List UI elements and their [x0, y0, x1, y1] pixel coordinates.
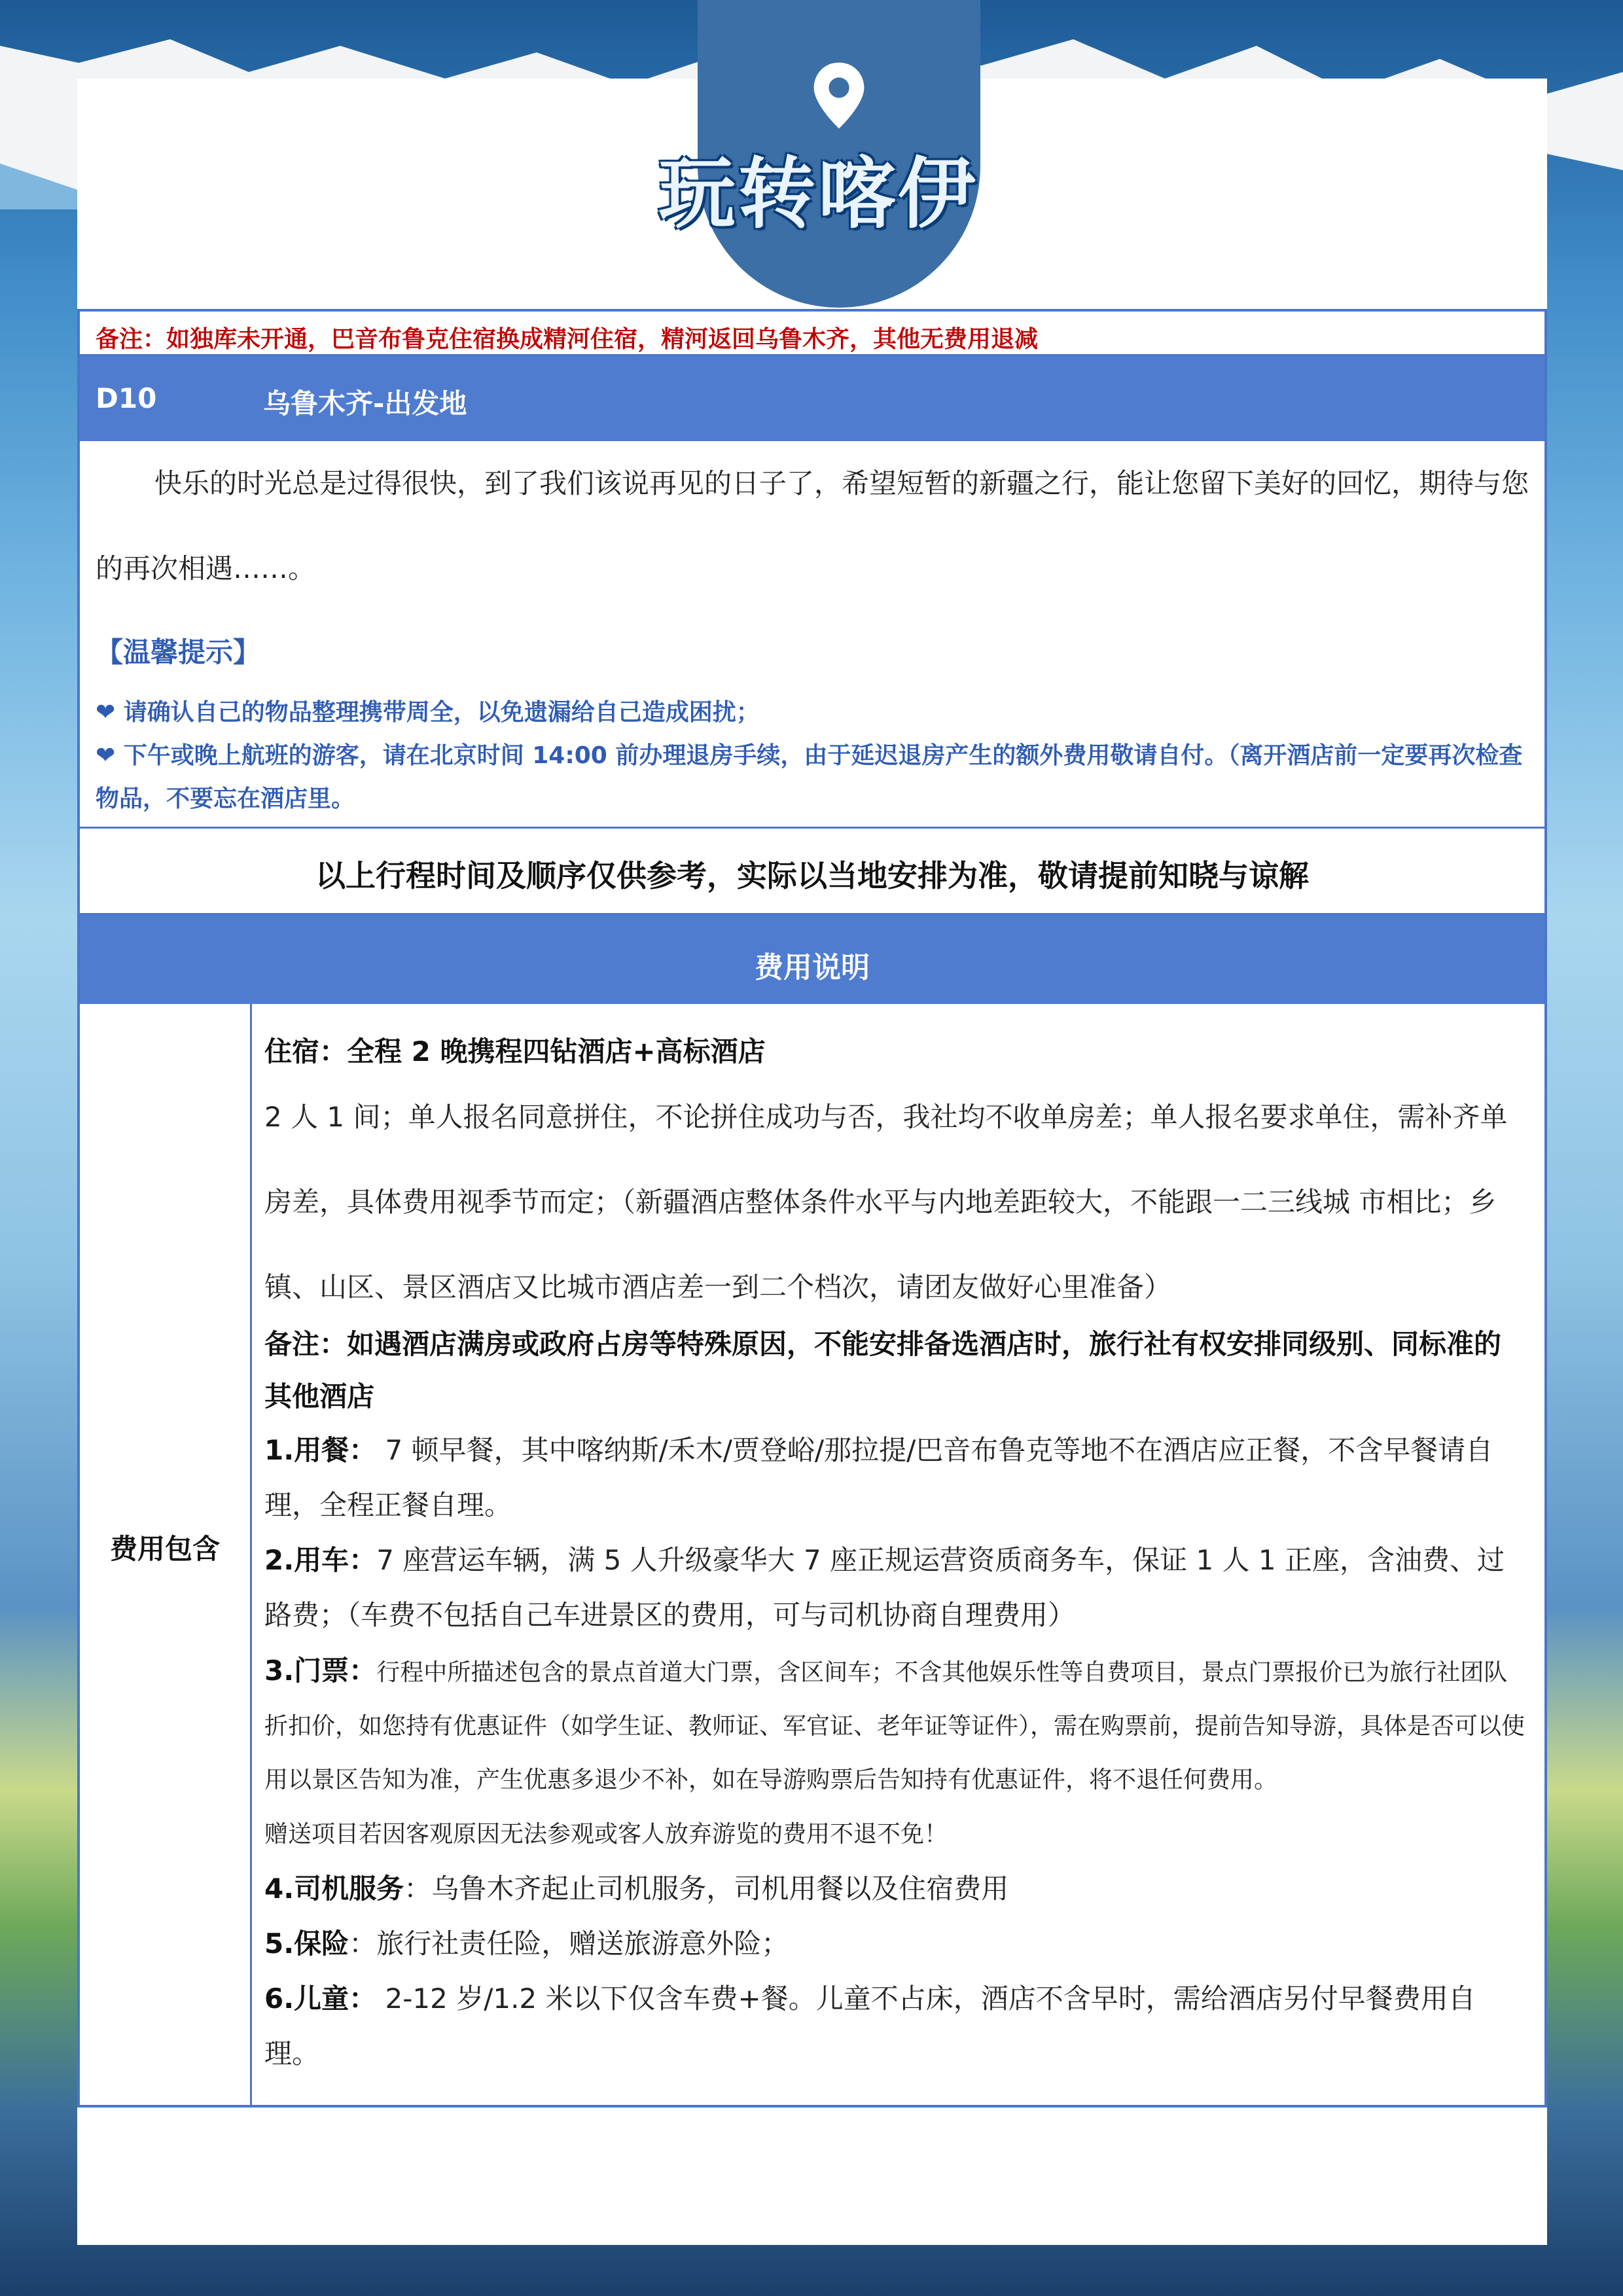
- ticket-text: 行程中所描述包含的景点首道大门票，含区间车；不含其他娱乐性等自费项目，景点门票报价已为旅行社团队折扣价，如您持有优惠证件（如学生证、教师证、军官证、老年证等证件），需在购票前，提前告知导游，具体是否可以使用以景区告知为准，产生优惠多退少不补，如在导游购票后告知持有优惠证件，将不退任何费用。: [264, 1659, 1525, 1793]
- ticket-line: [264, 1644, 1527, 1807]
- day-header-row: [80, 356, 1544, 441]
- tip-item: ❤ 下午或晚上航班的游客，请在北京时间 14:00 前办理退房手续，由于延迟退房产生的额外费用敬请自付。（离开酒店前一定要再次检查物品，不要忘在酒店里。: [96, 742, 1523, 812]
- ticket-label: 3.门票：: [264, 1655, 377, 1687]
- insurance-line: [264, 1916, 1527, 1971]
- fee-body-row: [80, 1004, 1544, 2105]
- child-line: [264, 1971, 1527, 2081]
- driver-text: ：乌鲁木齐起止司机服务，司机用餐以及住宿费用: [404, 1873, 1009, 1905]
- hotel-line: [264, 1030, 1527, 1069]
- tips-title: 【温馨提示】: [96, 636, 261, 668]
- gift-line: 赠送项目若因客观原因无法参观或客人放弃游览的费用不退不免！: [264, 1821, 948, 1848]
- car-label: 2.用车：: [264, 1544, 377, 1576]
- insurance-text: ：旅行社责任险，赠送旅游意外险；: [349, 1928, 789, 1960]
- hotel-value: ：全程 2 晚携程四钻酒店+高标酒店: [319, 1035, 766, 1067]
- hotel-note: 备注：如遇酒店满房或政府占房等特殊原因，不能安排备选酒店时，旅行社有权安排同级别、同标准的其他酒店: [264, 1328, 1502, 1412]
- driver-line: [264, 1861, 1527, 1916]
- meal-label: 1.用餐：: [264, 1434, 377, 1466]
- day-description: 快乐的时光总是过得很快，到了我们该说再见的日子了，希望短暂的新疆之行，能让您留下美好的回忆，期待与您的再次相遇……。: [96, 467, 1529, 584]
- car-text: 7 座营运车辆，满 5 人升级豪华大 7 座正规运营资质商务车，保证 1 人 1 正座，含油费、过路费；（车费不包括自己车进景区的费用，可与司机协商自理费用）: [264, 1544, 1505, 1631]
- tip-item: ❤ 请确认自己的物品整理携带周全，以免遗漏给自己造成困扰；: [96, 699, 760, 726]
- driver-label: 4.司机服务: [264, 1873, 404, 1905]
- day-description-row: [80, 441, 1544, 829]
- insurance-label: 5.保险: [264, 1928, 349, 1960]
- child-text: 2-12 岁/1.2 米以下仅含车费+餐。儿童不占床，酒店不含早时，需给酒店另付早餐费用自理。: [264, 1982, 1476, 2070]
- meal-line: [264, 1423, 1527, 1533]
- reference-note-row: [80, 829, 1544, 915]
- fee-header-row: [80, 915, 1544, 1004]
- day-route: 乌鲁木齐-出发地: [263, 387, 467, 420]
- fee-section-title: 费用说明: [755, 951, 870, 984]
- fee-label-cell: [80, 1004, 252, 2105]
- hotel-label: 住宿: [264, 1035, 320, 1067]
- hotel-detail: 2 人 1 间；单人报名同意拼住，不论拼住成功与否，我社均不收单房差；单人报名要求单住，需补齐单房差，具体费用视季节而定；（新疆酒店整体条件水平与内地差距较大，不能跟一二三线城 市相比；乡镇、山区、景区酒店又比城市酒店差一到二个档次，请团友做好心里准备）: [264, 1101, 1508, 1303]
- reference-note: 以上行程时间及顺序仅供参考，实际以当地安排为准，敬请提前知晓与谅解: [315, 858, 1309, 893]
- note-text: 备注：如独库未开通，巴音布鲁克住宿换成精河住宿，精河返回乌鲁木齐，其他无费用退减: [96, 326, 1039, 353]
- location-pin-icon: [800, 56, 878, 135]
- child-label: 6.儿童：: [264, 1982, 377, 2015]
- fee-included-label: 费用包含: [109, 1533, 220, 1565]
- page-title: 玩转喀伊: [658, 149, 978, 239]
- note-row: [80, 312, 1544, 356]
- day-code: D10: [96, 382, 157, 414]
- meal-text: 7 顿早餐，其中喀纳斯/禾木/贾登峪/那拉提/巴音布鲁克等地不在酒店应正餐，不含早餐请自理，全程正餐自理。: [264, 1434, 1493, 1521]
- car-line: [264, 1533, 1527, 1643]
- itinerary-table: [77, 309, 1547, 2108]
